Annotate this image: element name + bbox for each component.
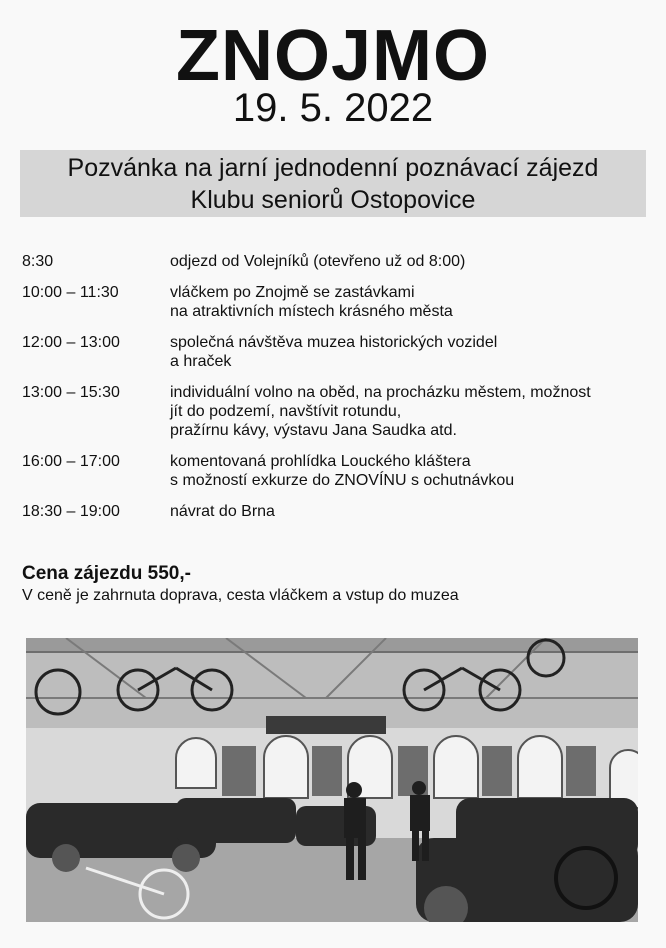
schedule-desc-line: s možností exkurze do ZNOVÍNU s ochutnávkou [170, 472, 515, 489]
schedule-desc-line: odjezd od Volejníků (otevřeno už od 8:00) [170, 253, 466, 270]
schedule-desc-line: jít do podzemí, navštívit rotundu, [170, 403, 402, 420]
schedule-desc-line: pražírnu kávy, výstavu Jana Saudka atd. [170, 422, 457, 439]
schedule-time: 18:30 – 19:00 [22, 503, 120, 520]
schedule [22, 252, 642, 533]
event-date: 19. 5. 2022 [232, 86, 434, 130]
schedule-desc-line: individuální volno na oběd, na procházku městem, možnost [170, 384, 591, 401]
schedule-desc-line: společná návštěva muzea historických vozidel [170, 334, 498, 351]
schedule-row [22, 252, 642, 271]
schedule-desc-line: komentovaná prohlídka Louckého kláštera [170, 453, 471, 470]
page-title: ZNOJMO [175, 16, 490, 96]
invitation-banner [20, 150, 646, 217]
schedule-desc [170, 333, 642, 371]
schedule-row [22, 383, 642, 440]
schedule-desc [170, 452, 642, 490]
schedule-desc [170, 252, 642, 271]
schedule-row [22, 502, 642, 521]
schedule-row [22, 333, 642, 371]
schedule-desc-line: návrat do Brna [170, 503, 275, 520]
schedule-desc [170, 283, 642, 321]
schedule-time: 13:00 – 15:30 [22, 384, 120, 401]
schedule-time: 12:00 – 13:00 [22, 334, 120, 351]
schedule-desc-line: a hraček [170, 353, 232, 370]
schedule-desc-line: vláčkem po Znojmě se zastávkami [170, 284, 415, 301]
schedule-time: 16:00 – 17:00 [22, 453, 120, 470]
museum-photo [26, 638, 638, 922]
schedule-desc [170, 383, 642, 440]
schedule-row [22, 283, 642, 321]
schedule-row [22, 452, 642, 490]
banner-line-2: Klubu seniorů Ostopovice [190, 186, 476, 214]
schedule-desc [170, 502, 642, 521]
price-title: Cena zájezdu 550,- [22, 563, 191, 584]
price-note: V ceně je zahrnuta doprava, cesta vláčkem a vstup do muzea [22, 587, 459, 604]
banner-line-1: Pozvánka na jarní jednodenní poznávací zájezd [67, 154, 599, 182]
schedule-time: 8:30 [22, 253, 54, 270]
schedule-time: 10:00 – 11:30 [22, 284, 119, 301]
schedule-desc-line: na atraktivních místech krásného města [170, 303, 453, 320]
museum-photo-illustration [26, 638, 638, 922]
